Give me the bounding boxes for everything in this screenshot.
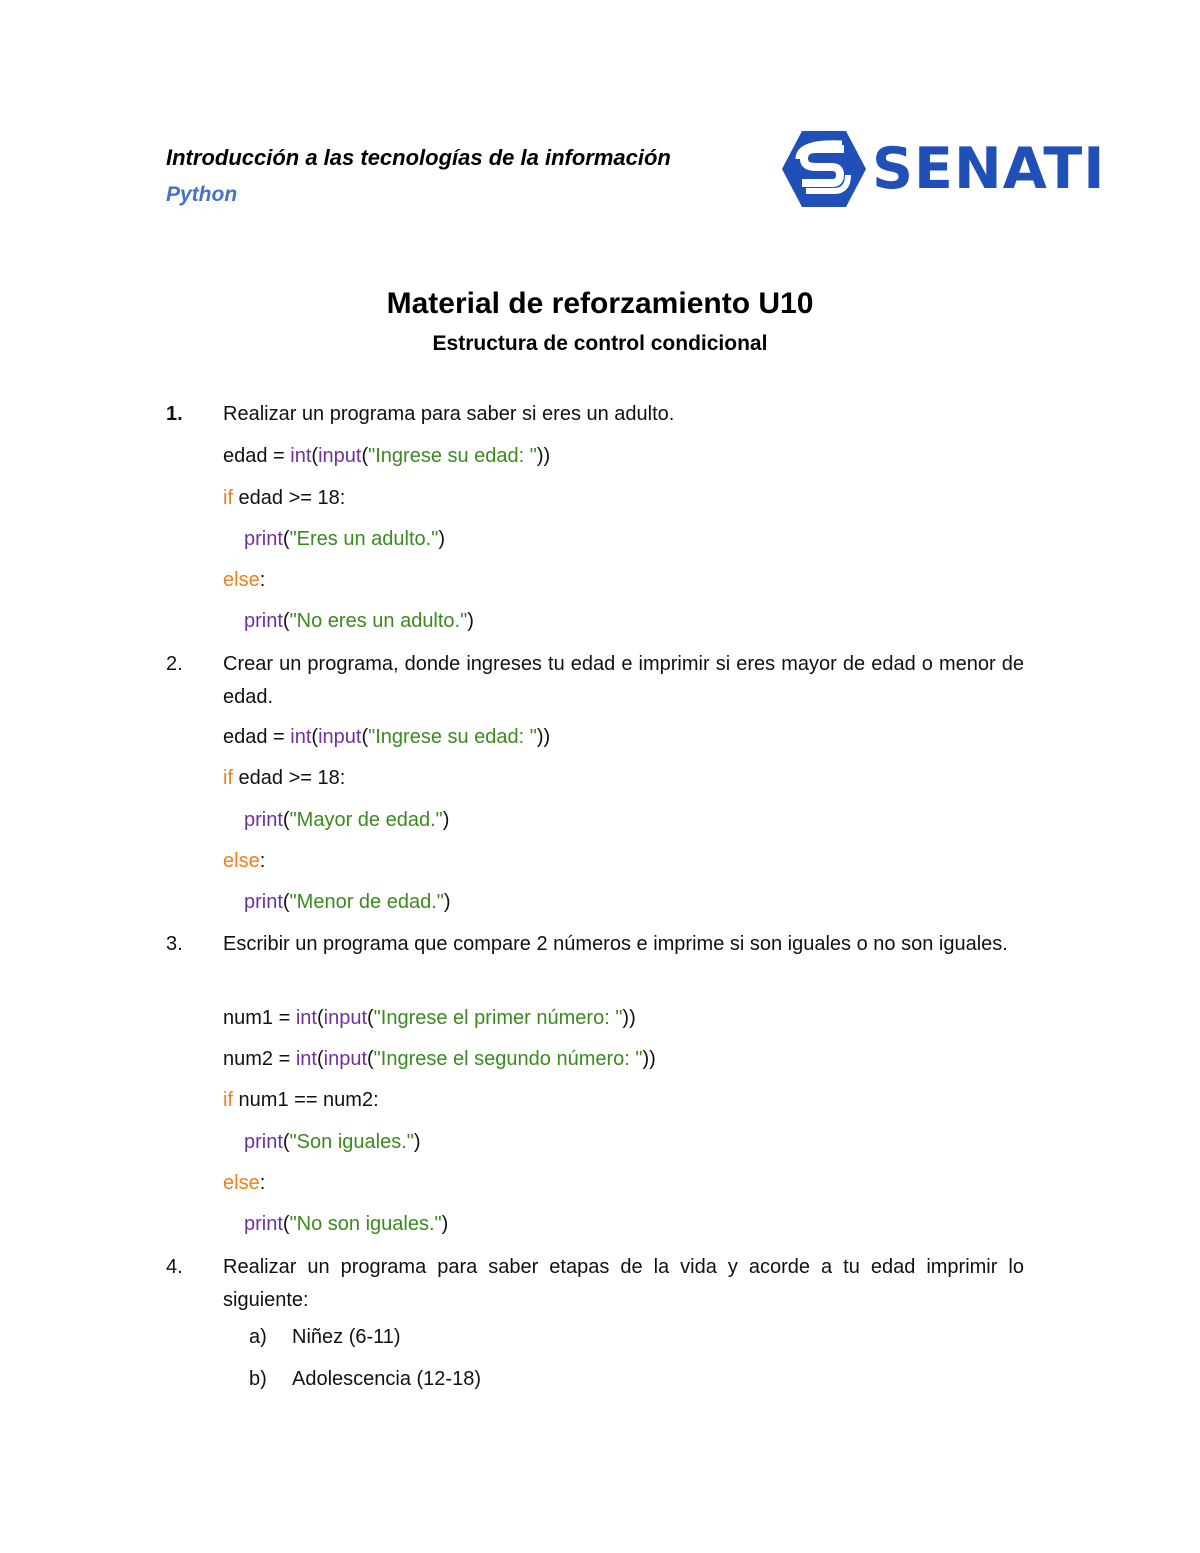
code-token: ( <box>367 1048 374 1070</box>
code-token: ( <box>282 610 290 632</box>
code-token: int <box>295 1048 317 1070</box>
document-title: Material de reforzamiento U10 <box>386 287 814 320</box>
code-token: )) <box>642 1048 656 1070</box>
subject-label: Python <box>166 183 238 206</box>
code-line <box>223 1172 265 1195</box>
code-token: print <box>244 610 283 632</box>
code-token: "Menor de edad." <box>289 891 444 913</box>
code-token: print <box>244 891 283 913</box>
code-token: edad = <box>223 445 291 467</box>
code-token: ) <box>442 809 450 831</box>
code-token: if <box>223 1089 233 1111</box>
exercise-number: 4. <box>166 1256 183 1278</box>
code-line <box>223 1089 379 1112</box>
code-token: ) <box>438 528 445 550</box>
code-token: int <box>290 445 312 467</box>
exercise-number: 1. <box>166 403 183 425</box>
code-token: "Mayor de edad." <box>289 809 443 831</box>
code-token: ( <box>361 726 369 748</box>
code-token: int <box>295 1007 317 1029</box>
code-token: "Son iguales." <box>289 1131 414 1153</box>
code-line <box>223 767 345 790</box>
code-token: else <box>223 1172 260 1194</box>
code-token: else <box>223 569 260 591</box>
code-token: num2 = <box>223 1048 296 1070</box>
exercise-text: Realizar un programa para saber si eres un adulto. <box>223 403 675 425</box>
code-token: : <box>259 850 266 872</box>
code-token: "Ingrese el segundo número: " <box>373 1048 643 1070</box>
code-token: print <box>244 1213 283 1235</box>
code-line <box>244 1131 421 1154</box>
code-token: print <box>244 528 283 550</box>
code-token: : <box>259 569 266 591</box>
course-title: Introducción a las tecnologías de la información <box>166 145 671 170</box>
code-token: ( <box>282 1213 290 1235</box>
code-token: "Eres un adulto." <box>289 528 439 550</box>
list-item: Niñez (6-11) <box>292 1326 401 1348</box>
code-line <box>223 1048 656 1071</box>
code-token: input <box>318 726 362 748</box>
code-token: ) <box>441 1213 449 1235</box>
code-token: ( <box>311 726 319 748</box>
code-token: ( <box>361 445 369 467</box>
code-line <box>244 809 449 832</box>
code-token: ( <box>316 1007 324 1029</box>
code-line <box>244 891 451 914</box>
code-token: ( <box>367 1007 374 1029</box>
code-line <box>244 1213 448 1236</box>
code-token: if <box>223 767 233 789</box>
code-line <box>223 569 265 592</box>
code-token: print <box>244 1131 283 1153</box>
code-token: )) <box>622 1007 636 1029</box>
code-token: edad >= 18: <box>233 487 346 509</box>
logo-text: SENATI <box>872 136 1106 202</box>
code-token: input <box>323 1048 367 1070</box>
code-token: "No son iguales." <box>289 1213 442 1235</box>
code-token: ) <box>467 610 474 632</box>
exercise-text: Crear un programa, donde ingreses tu edad e imprimir si eres mayor de edad o menor de edad. <box>223 653 1024 708</box>
code-token: num1 == num2: <box>233 1089 379 1111</box>
code-token: else <box>223 850 260 872</box>
code-token: edad >= 18: <box>233 767 346 789</box>
code-line <box>223 1007 636 1030</box>
exercise-text: Escribir un programa que compare 2 números e imprime si son iguales o no son iguales. <box>223 933 1008 955</box>
code-token: int <box>290 726 312 748</box>
exercise-number: 3. <box>166 933 183 955</box>
code-token: print <box>244 809 283 831</box>
list-item-letter: b) <box>249 1368 267 1390</box>
code-token: ( <box>282 1131 290 1153</box>
code-token: "Ingrese el primer número: " <box>373 1007 623 1029</box>
list-item: Adolescencia (12-18) <box>292 1368 481 1390</box>
code-token: "Ingrese su edad: " <box>368 726 537 748</box>
code-token: edad = <box>223 726 291 748</box>
code-line <box>223 487 345 510</box>
code-token: ) <box>413 1131 421 1153</box>
code-line <box>244 528 445 551</box>
code-token: ( <box>316 1048 324 1070</box>
code-token: input <box>318 445 362 467</box>
code-token: ) <box>443 891 451 913</box>
code-token: ( <box>311 445 319 467</box>
code-line <box>223 445 550 468</box>
code-token: input <box>323 1007 367 1029</box>
code-token: "Ingrese su edad: " <box>368 445 537 467</box>
code-token: ( <box>282 891 290 913</box>
document-subtitle: Estructura de control condicional <box>432 332 768 355</box>
code-token: num1 = <box>223 1007 296 1029</box>
code-token: )) <box>536 445 551 467</box>
code-line <box>244 610 474 633</box>
exercise-number: 2. <box>166 653 183 675</box>
code-token: ( <box>282 528 290 550</box>
code-token: "No eres un adulto." <box>289 610 468 632</box>
code-line <box>223 850 265 873</box>
code-token: ( <box>282 809 290 831</box>
list-item-letter: a) <box>249 1326 267 1348</box>
code-token: )) <box>536 726 551 748</box>
exercise-text: Realizar un programa para saber etapas de la vida y acorde a tu edad imprimir lo siguiente: <box>223 1256 1024 1311</box>
code-line <box>223 726 550 749</box>
code-token: : <box>259 1172 266 1194</box>
code-token: if <box>223 487 233 509</box>
